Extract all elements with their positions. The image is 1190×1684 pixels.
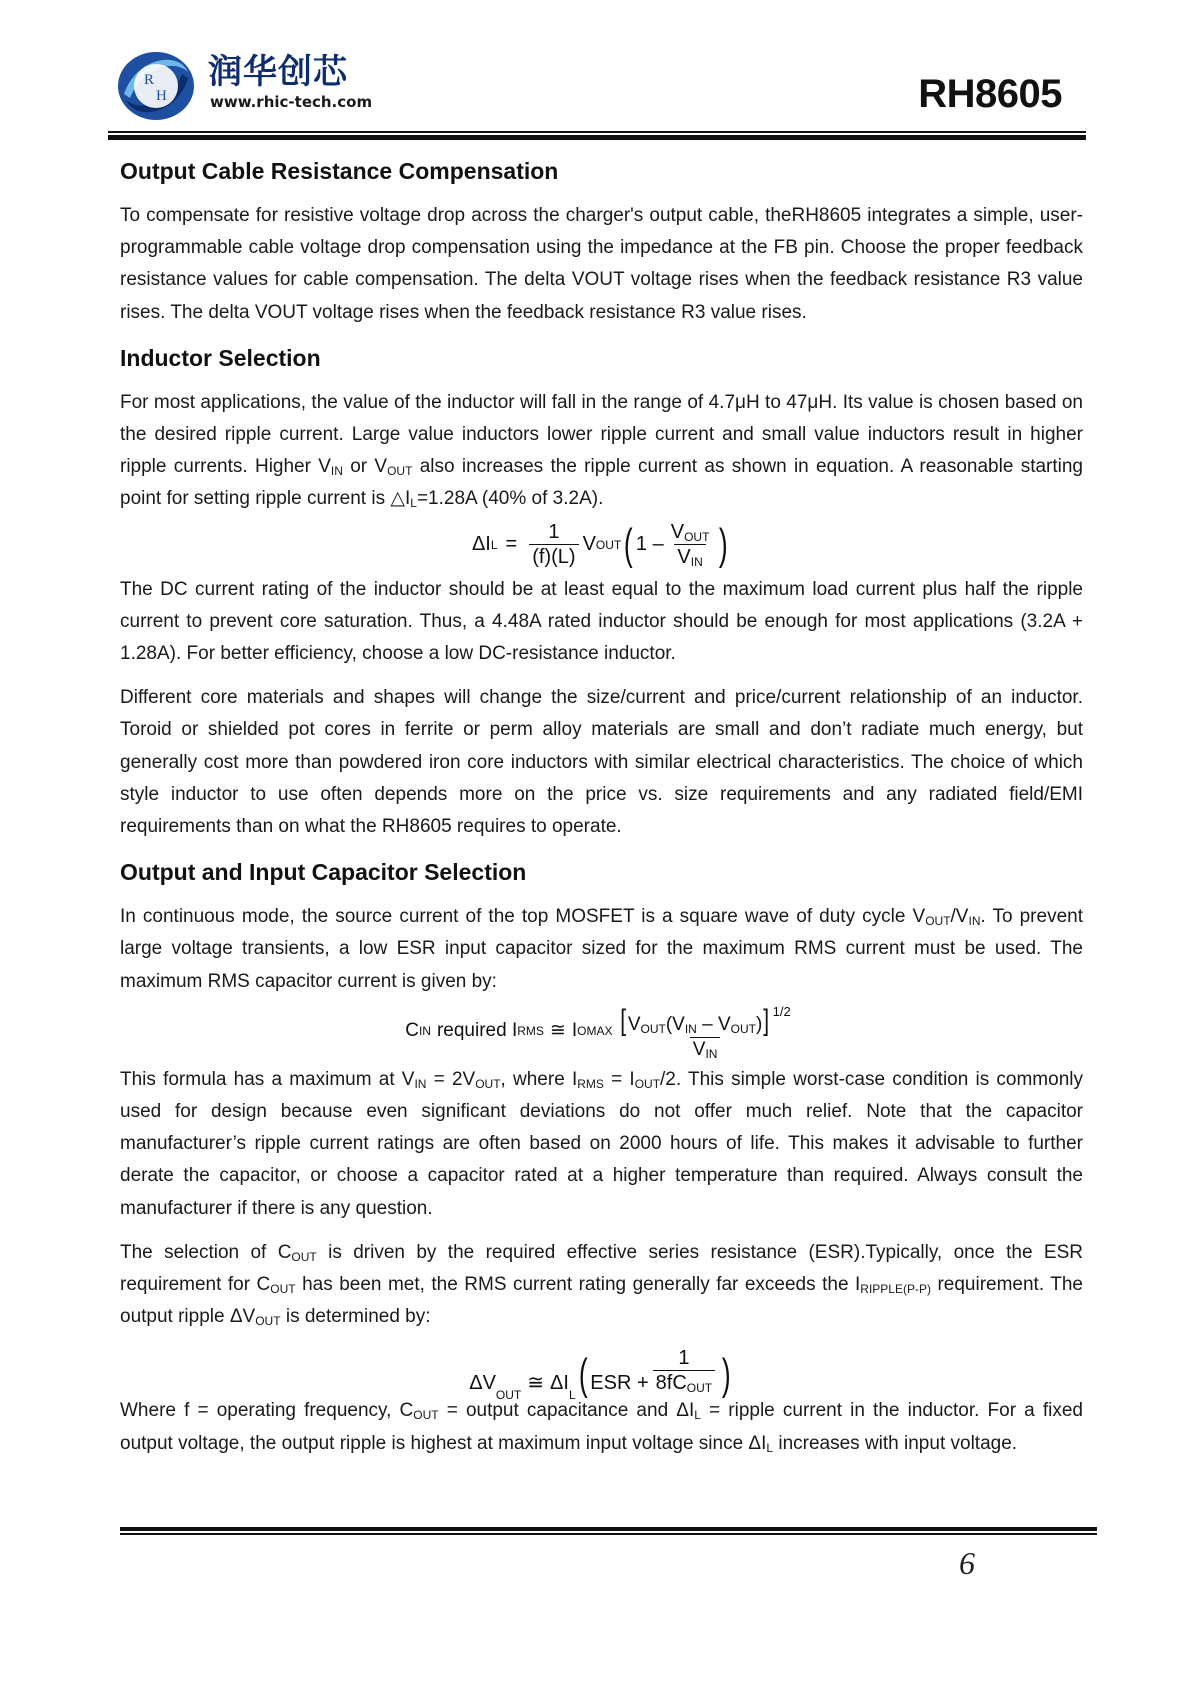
section-title-capacitor: Output and Input Capacitor Selection: [120, 859, 527, 886]
header-rule-thick: [108, 135, 1086, 140]
section-title-inductor: Inductor Selection: [120, 344, 321, 371]
paragraph-inductor-1: For most applications, the value of the inductor will fall in the range of 4.7μH to 47μH. Its value is chosen based on the desired ripple current. Large value inductors lower ripple current and small value inductors result in higher ripple currents. Higher $V_{IN}$ or $V_{OUT}$ also increases the ripple current as shown in equation. A reasonable starting point for setting ripple current is $\triangle I_L=1.28A$ (40% of 3.2A).: [120, 391, 1083, 511]
paragraph-capacitor-2: This formula has a maximum at $V_{IN} = 2V_{OUT}$, where $I_{RMS} = I_{OUT}/2$. This simple worst-case condition is commonly used for design because even significant deviations do not offer much relief. Note that the capacitor manufacturer’s ripple current ratings are often based on 2000 hours of life. This makes it advisable to further derate the capacitor, or choose a capacitor rated at a higher temperature than required. Always consult the manufacturer if there is any question.: [120, 1068, 1083, 1219]
section-title-cable: Output Cable Resistance Compensation: [120, 158, 559, 184]
equation-output-ripple: ΔV OUT ≅ ΔI L ( ESR + $\frac{1}{8fC_{OUT}}$ ): [469, 1347, 731, 1403]
header-rule-thin: [108, 131, 1086, 133]
brand-name: 润华创芯: [208, 52, 348, 92]
part-number: RH8605: [918, 72, 1062, 116]
paragraph-capacitor-3: The selection of $C_{OUT}$ is driven by the required effective series resistance (ESR).Typically, once the ESR requirement for $C_{OUT}$ has been met, the RMS current rating generally far exceeds the $I_{RIPPLE(P-P)}$ requirement. The output ripple $\Delta V_{OUT}$ is determined by:: [120, 1241, 1083, 1329]
page-number: 6: [959, 1545, 975, 1581]
logo-letter-h: H: [156, 88, 167, 104]
paragraph-capacitor-4: Where f = operating frequency, $C_{OUT}$ = output capacitance and $\Delta I_L$ = ripple current in the inductor. For a fixed output voltage, the output ripple is highest at maximum input voltage since $\Delta I_L$ increases with input voltage.: [120, 1400, 1084, 1455]
equation-ripple-current: ΔI L = $\frac{1}{(f)(L)}$ V OUT ( 1 – $\frac{V_{OUT}}{V_{IN}}$ ): [471, 519, 729, 570]
company-logo-icon: [116, 50, 196, 122]
page-content: [120, 152, 1083, 1460]
footer-rule-thin: [120, 1533, 1097, 1535]
brand-url: www.rhic-tech.com: [210, 93, 373, 111]
paragraph-cable: To compensate for resistive voltage drop across the charger's output cable, theRH8605 integrates a simple, user-programmable cable voltage drop compensation using the impedance at the FB pin. Choose the proper feedback resistance values for cable compensation. The delta VOUT voltage rises when the feedback resistance R3 value rises. The delta VOUT voltage rises when the feedback resistance R3 value rises.: [120, 205, 1083, 323]
paragraph-inductor-3: Different core materials and shapes will change the size/current and price/current relationship of an inductor. Toroid or shielded pot cores in ferrite or perm alloy materials are small and don’t radiate much energy, but generally cost more than powdered iron core inductors with similar electrical characteristics. The choice of which style inductor to use often depends more on the price vs. size requirements and any radiated field/EMI requirements than on what the RH8605 requires to operate.: [120, 687, 1083, 838]
paragraph-inductor-2: The DC current rating of the inductor should be at least equal to the maximum load current plus half the ripple current to prevent core saturation. Thus, a 4.48A rated inductor should be enough for most applications (3.2A + 1.28A). For better efficiency, choose a low DC-resistance inductor.: [120, 578, 1083, 665]
footer-rule-thick: [120, 1527, 1097, 1531]
paragraph-capacitor-1: In continuous mode, the source current of the top MOSFET is a square wave of duty cycle $V_{OUT}/V_{IN}$. To prevent large voltage transients, a low ESR input capacitor sized for the maximum RMS current must be used. The maximum RMS capacitor current is given by:: [120, 906, 1083, 992]
equation-rms-current: C IN required I RMS ≅ I OMAX $\frac{[V_{OUT}(V_{IN} - V_{OUT})] ^{1/2}}{V_{IN}}$: [405, 1003, 791, 1061]
logo-letter-r: R: [144, 72, 155, 88]
